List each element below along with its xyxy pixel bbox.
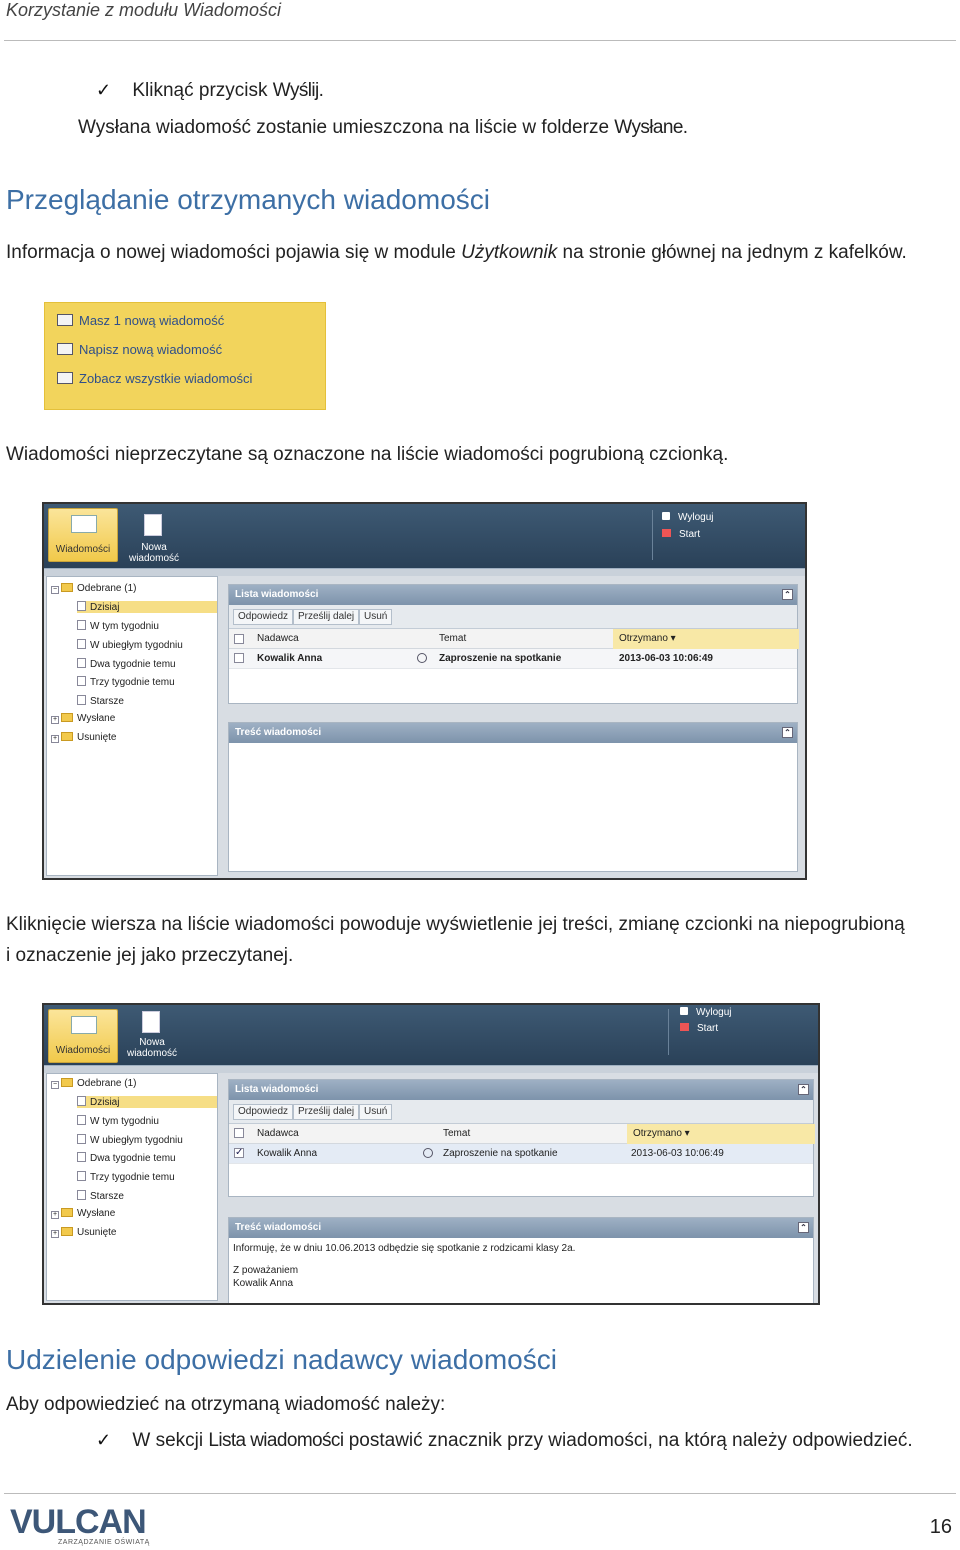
col-received[interactable]: Otrzymano ▾ xyxy=(627,1124,815,1144)
row-date: 2013-06-03 10:06:49 xyxy=(619,653,713,664)
running-header: Korzystanie z modułu Wiadomości xyxy=(6,0,281,20)
tree-item-today[interactable]: Dzisiaj xyxy=(77,601,217,613)
new-message-icon xyxy=(144,514,162,536)
step-mark-message xyxy=(96,1430,913,1452)
app-topbar xyxy=(44,1005,818,1065)
list-column-header xyxy=(229,629,797,649)
list-toolbar xyxy=(229,1100,813,1124)
logout-link[interactable] xyxy=(662,512,713,523)
step-send xyxy=(96,80,324,102)
app-topbar xyxy=(44,504,805,568)
row-sender: Kowalik Anna xyxy=(257,1148,318,1159)
select-all-icon[interactable] xyxy=(234,634,244,644)
message-list-panel xyxy=(228,584,798,704)
page-icon xyxy=(77,601,86,611)
start-label: Start xyxy=(679,529,701,540)
collapse-icon[interactable]: ⌃ xyxy=(782,727,793,738)
col-received[interactable]: Otrzymano ▾ xyxy=(613,629,799,649)
tile-item-label: Napisz nową wiadomość xyxy=(79,342,223,357)
forward-button[interactable]: Prześlij dalej xyxy=(293,609,359,625)
page-icon xyxy=(77,639,86,649)
para1-text2: na stronie głównej na jednym z kafelków. xyxy=(557,242,907,263)
nav-new-line2: wiadomość xyxy=(128,553,180,564)
page-icon xyxy=(77,1115,86,1125)
logout-label: Wyloguj xyxy=(678,512,714,523)
page-icon xyxy=(77,1171,86,1181)
delete-button[interactable]: Usuń xyxy=(359,609,392,625)
section-title-reply: Udzielenie odpowiedzi nadawcy wiadomości xyxy=(6,1344,557,1375)
tile-item-label: Zobacz wszystkie wiadomości xyxy=(79,371,253,386)
start-link[interactable] xyxy=(662,529,700,540)
sent-note-text: Wysłana wiadomość zostanie umieszczona na liście w folderze xyxy=(78,117,615,138)
reply-button[interactable]: Odpowiedz xyxy=(233,609,293,625)
section-name: Lista wiadomości xyxy=(208,1430,344,1451)
page-icon xyxy=(77,676,86,686)
row-sender: Kowalik Anna xyxy=(257,653,323,664)
message-list-panel xyxy=(228,1079,814,1197)
delete-button[interactable]: Usuń xyxy=(359,1104,392,1120)
vulcan-logo-tagline: ZARZĄDZANIE OŚWIATĄ xyxy=(58,1539,150,1546)
tile-item-label: Masz 1 nową wiadomość xyxy=(79,313,225,328)
col-subject[interactable]: Temat xyxy=(443,1128,471,1139)
message-list-header: Lista wiadomości ⌃ xyxy=(229,585,797,605)
nav-messages-label: Wiadomości xyxy=(55,544,111,555)
message-content-panel xyxy=(228,722,798,872)
table-row[interactable] xyxy=(229,649,797,669)
step2-suffix: postawić znacznik przy wiadomości, na którą należy odpowiedzieć. xyxy=(343,1430,913,1451)
reply-button[interactable]: Odpowiedz xyxy=(233,1104,293,1120)
col-subject[interactable]: Temat xyxy=(439,633,467,644)
section-title-browse: Przeglądanie otrzymanych wiadomości xyxy=(6,184,490,215)
folder-tree xyxy=(46,576,218,876)
tile-item-new-message[interactable] xyxy=(57,313,224,328)
page-icon xyxy=(77,695,86,705)
tree-item-last-week[interactable]: W ubiegłym tygodniu xyxy=(77,1134,183,1146)
send-button-name: Wyślij xyxy=(272,80,319,101)
folder-tree xyxy=(46,1073,218,1301)
page-icon xyxy=(77,1152,86,1162)
nav-new-message-button[interactable] xyxy=(126,542,182,564)
paragraph-click-row-1: Kliknięcie wiersza na liście wiadomości powoduje wyświetlenie jej treści, zmianę czcionki na niepogrubioną xyxy=(6,914,905,935)
page-number: 16 xyxy=(929,1516,952,1538)
message-body-line3: Kowalik Anna xyxy=(233,1278,294,1289)
page-icon xyxy=(77,1096,86,1106)
page-icon xyxy=(77,1190,86,1200)
compose-icon xyxy=(57,343,73,355)
folder-icon xyxy=(61,1208,73,1217)
nav-messages-button[interactable] xyxy=(48,508,118,562)
home-icon xyxy=(680,1023,689,1031)
folder-icon xyxy=(61,1227,73,1236)
topbar-separator xyxy=(668,1009,669,1055)
row-date: 2013-06-03 10:06:49 xyxy=(631,1148,724,1159)
lock-icon xyxy=(662,512,670,520)
topbar-separator xyxy=(652,510,653,560)
tree-item-sent[interactable]: + Wysłane xyxy=(52,1208,116,1219)
col-sender[interactable]: Nadawca xyxy=(257,633,299,644)
logout-link[interactable]: Wyloguj xyxy=(680,1007,731,1018)
paragraph-reply-intro: Aby odpowiedzieć na otrzymaną wiadomość należy: xyxy=(6,1394,446,1415)
tree-item-older[interactable]: Starsze xyxy=(77,695,124,707)
row-checkbox[interactable] xyxy=(234,653,244,663)
lock-icon xyxy=(680,1007,688,1015)
tree-item-two-weeks[interactable]: Dwa tygodnie temu xyxy=(77,1152,176,1164)
page-icon xyxy=(77,1134,86,1144)
message-content-header: Treść wiadomości ⌃ xyxy=(229,1218,813,1238)
row-checkbox[interactable]: ✓ xyxy=(235,1147,244,1158)
module-name: Użytkownik xyxy=(461,242,558,263)
folder-icon xyxy=(61,1078,73,1087)
forward-button[interactable]: Prześlij dalej xyxy=(293,1104,359,1120)
select-all-icon[interactable] xyxy=(234,1128,244,1138)
info-icon xyxy=(417,653,427,663)
para1-text1: Informacja o nowej wiadomości pojawia się w module xyxy=(6,242,462,263)
page-icon xyxy=(77,620,86,630)
mail-icon xyxy=(71,1016,97,1034)
check-icon: ✓ xyxy=(96,80,112,100)
list-toolbar xyxy=(229,605,797,629)
table-row[interactable] xyxy=(229,1144,813,1164)
paragraph-tile-info xyxy=(6,242,907,264)
row-subject: Zaproszenie na spotkanie xyxy=(439,653,562,664)
tile-item-write[interactable] xyxy=(57,342,222,357)
new-message-icon xyxy=(142,1011,160,1033)
message-body-line1: Informuję, że w dniu 10.06.2013 odbędzie się spotkanie z rodzicami klasy 2a. xyxy=(233,1243,576,1254)
message-body-line2: Z poważaniem xyxy=(233,1265,299,1276)
tree-item-inbox[interactable]: − Odebrane (1) xyxy=(52,1078,137,1089)
row-subject: Zaproszenie na spotkanie xyxy=(443,1148,558,1159)
tree-item-last-week[interactable]: W ubiegłym tygodniu xyxy=(77,639,183,651)
step-send-suffix: . xyxy=(318,80,324,101)
folder-icon xyxy=(61,732,73,741)
nav-messages-label: Wiadomości xyxy=(55,1045,111,1056)
nav-new-line1: Nowa xyxy=(141,542,167,553)
envelope-icon xyxy=(57,314,73,326)
tree-item-this-week[interactable]: W tym tygodniu xyxy=(77,620,159,632)
message-content-header: Treść wiadomości ⌃ xyxy=(229,723,797,743)
tree-item-two-weeks[interactable]: Dwa tygodnie temu xyxy=(77,658,176,670)
footer-divider xyxy=(4,1493,956,1494)
tree-item-deleted[interactable]: + Usunięte xyxy=(52,1227,117,1238)
info-icon xyxy=(423,1148,433,1158)
collapse-icon[interactable]: ⌃ xyxy=(798,1222,809,1233)
message-content-panel xyxy=(228,1217,814,1305)
tree-item-deleted[interactable]: + Usunięte xyxy=(52,732,117,743)
splitter-bar[interactable] xyxy=(44,1065,818,1073)
paragraph-click-row-2: i oznaczenie jej jako przeczytanej. xyxy=(6,945,294,966)
tree-item-older[interactable]: Starsze xyxy=(77,1190,124,1202)
tile-item-all[interactable] xyxy=(57,371,252,386)
vulcan-logo: VULCAN xyxy=(10,1503,146,1541)
step2-prefix: W sekcji xyxy=(132,1430,209,1451)
collapse-icon[interactable]: ⌃ xyxy=(798,1084,809,1095)
messages-tile xyxy=(44,302,326,410)
message-list-header: Lista wiadomości ⌃ xyxy=(229,1080,813,1100)
mail-icon xyxy=(71,515,97,533)
paragraph-unread: Wiadomości nieprzeczytane są oznaczone na liście wiadomości pogrubioną czcionką. xyxy=(6,444,729,465)
sent-folder-name: Wysłane. xyxy=(614,117,688,138)
tree-item-three-weeks[interactable]: Trzy tygodnie temu xyxy=(77,676,175,688)
page-icon xyxy=(77,658,86,668)
home-icon xyxy=(662,529,671,537)
col-sender[interactable]: Nadawca xyxy=(257,1128,299,1139)
step-send-prefix: Kliknąć przycisk xyxy=(132,80,273,101)
tree-item-this-week[interactable]: W tym tygodniu xyxy=(77,1115,159,1127)
folder-icon xyxy=(61,583,73,592)
check-icon: ✓ xyxy=(96,1430,112,1450)
tree-item-sent[interactable]: + Wysłane xyxy=(52,713,116,724)
tree-item-today[interactable]: Dzisiaj xyxy=(77,1096,217,1108)
folder-icon xyxy=(61,713,73,722)
app-screenshot-read xyxy=(42,1003,820,1305)
collapse-icon[interactable]: ⌃ xyxy=(782,589,793,600)
start-link[interactable]: Start xyxy=(680,1023,718,1034)
tree-item-inbox[interactable]: − Odebrane (1) xyxy=(52,583,137,594)
splitter-bar[interactable] xyxy=(44,568,805,576)
nav-messages-button[interactable] xyxy=(48,1009,118,1063)
inbox-icon xyxy=(57,372,73,384)
list-column-header xyxy=(229,1124,813,1144)
nav-new-message-button[interactable]: Nowa wiadomość xyxy=(126,1037,178,1059)
sent-note xyxy=(78,117,687,139)
header-divider xyxy=(4,40,956,41)
app-screenshot-unread xyxy=(42,502,807,880)
tree-item-three-weeks[interactable]: Trzy tygodnie temu xyxy=(77,1171,175,1183)
